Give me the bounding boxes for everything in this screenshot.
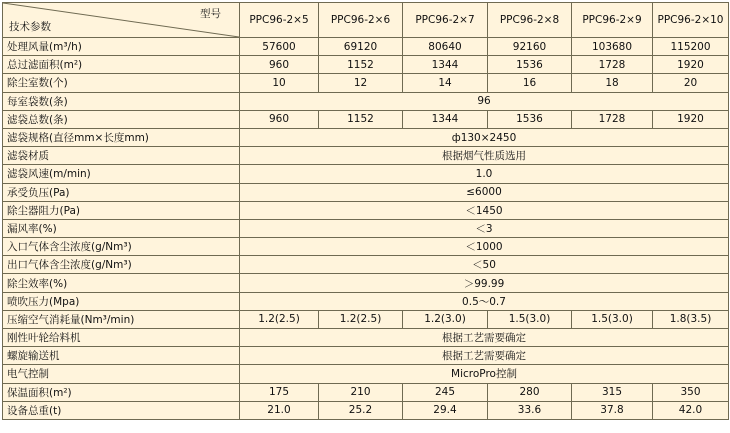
row-label: 每室袋数(条) — [3, 92, 240, 110]
table-row — [3, 365, 729, 383]
row-label: 螺旋输送机 — [3, 347, 240, 365]
merged-value-cell: MicroPro控制 — [240, 365, 729, 383]
value-cell: 16 — [488, 74, 572, 92]
merged-value-cell: ф130×2450 — [240, 128, 729, 146]
row-label: 压缩空气消耗量(Nm³/min) — [3, 310, 240, 328]
table-row — [3, 201, 729, 219]
row-label: 刚性叶轮给料机 — [3, 329, 240, 347]
table-row — [3, 383, 729, 401]
spec-table — [2, 2, 729, 420]
model-header: PPC96-2×10 — [653, 3, 729, 38]
value-cell: 37.8 — [572, 401, 653, 419]
table-row — [3, 74, 729, 92]
merged-value-cell: ＜1000 — [240, 238, 729, 256]
table-row — [3, 147, 729, 165]
merged-value-cell: ＜3 — [240, 219, 729, 237]
merged-value-cell: 根据工艺需要确定 — [240, 329, 729, 347]
value-cell: 210 — [319, 383, 403, 401]
value-cell: 57600 — [240, 38, 319, 56]
value-cell: 1.2(2.5) — [319, 310, 403, 328]
model-header: PPC96-2×6 — [319, 3, 403, 38]
row-label: 除尘室数(个) — [3, 74, 240, 92]
value-cell: 1728 — [572, 110, 653, 128]
table-row — [3, 329, 729, 347]
merged-value-cell: 根据烟气性质选用 — [240, 147, 729, 165]
value-cell: 69120 — [319, 38, 403, 56]
value-cell: 245 — [403, 383, 488, 401]
table-row — [3, 401, 729, 419]
value-cell: 1920 — [653, 56, 729, 74]
value-cell: 18 — [572, 74, 653, 92]
value-cell: 1920 — [653, 110, 729, 128]
merged-value-cell: 1.0 — [240, 165, 729, 183]
row-label: 滤袋风速(m/min) — [3, 165, 240, 183]
header-row — [3, 3, 729, 38]
merged-value-cell: 0.5～0.7 — [240, 292, 729, 310]
value-cell: 10 — [240, 74, 319, 92]
model-header-label: 型号 — [200, 8, 221, 20]
row-label: 滤袋总数(条) — [3, 110, 240, 128]
value-cell: 21.0 — [240, 401, 319, 419]
merged-value-cell: ＜1450 — [240, 201, 729, 219]
value-cell: 1344 — [403, 56, 488, 74]
row-label: 处理风量(m³/h) — [3, 38, 240, 56]
value-cell: 80640 — [403, 38, 488, 56]
row-label: 入口气体含尘浓度(g/Nm³) — [3, 238, 240, 256]
model-header: PPC96-2×9 — [572, 3, 653, 38]
value-cell: 1.2(2.5) — [240, 310, 319, 328]
table-row — [3, 274, 729, 292]
row-label: 承受负压(Pa) — [3, 183, 240, 201]
header-corner-cell — [3, 3, 240, 38]
value-cell: 960 — [240, 56, 319, 74]
table-row — [3, 92, 729, 110]
row-label: 总过滤面积(m²) — [3, 56, 240, 74]
table-row — [3, 292, 729, 310]
table-row — [3, 238, 729, 256]
value-cell: 12 — [319, 74, 403, 92]
value-cell: 960 — [240, 110, 319, 128]
row-label: 除尘效率(%) — [3, 274, 240, 292]
value-cell: 280 — [488, 383, 572, 401]
param-header-label: 技术参数 — [9, 21, 51, 33]
value-cell: 1536 — [488, 110, 572, 128]
table-row — [3, 219, 729, 237]
value-cell: 1728 — [572, 56, 653, 74]
merged-value-cell: 96 — [240, 92, 729, 110]
table-row — [3, 56, 729, 74]
value-cell: 42.0 — [653, 401, 729, 419]
row-label: 除尘器阻力(Pa) — [3, 201, 240, 219]
value-cell: 29.4 — [403, 401, 488, 419]
value-cell: 92160 — [488, 38, 572, 56]
value-cell: 1344 — [403, 110, 488, 128]
row-label: 设备总重(t) — [3, 401, 240, 419]
row-label: 电气控制 — [3, 365, 240, 383]
model-header: PPC96-2×5 — [240, 3, 319, 38]
row-label: 漏风率(%) — [3, 219, 240, 237]
value-cell: 20 — [653, 74, 729, 92]
value-cell: 1152 — [319, 56, 403, 74]
value-cell: 1.5(3.0) — [488, 310, 572, 328]
table-row — [3, 128, 729, 146]
row-label: 滤袋材质 — [3, 147, 240, 165]
value-cell: 350 — [653, 383, 729, 401]
value-cell: 25.2 — [319, 401, 403, 419]
value-cell: 315 — [572, 383, 653, 401]
table-row — [3, 256, 729, 274]
table-row — [3, 165, 729, 183]
value-cell: 103680 — [572, 38, 653, 56]
row-label: 出口气体含尘浓度(g/Nm³) — [3, 256, 240, 274]
merged-value-cell: ＜50 — [240, 256, 729, 274]
value-cell: 115200 — [653, 38, 729, 56]
merged-value-cell: 根据工艺需要确定 — [240, 347, 729, 365]
value-cell: 175 — [240, 383, 319, 401]
table-row — [3, 38, 729, 56]
row-label: 滤袋规格(直径mm×长度mm) — [3, 128, 240, 146]
model-header: PPC96-2×8 — [488, 3, 572, 38]
value-cell: 33.6 — [488, 401, 572, 419]
value-cell: 1536 — [488, 56, 572, 74]
value-cell: 1.8(3.5) — [653, 310, 729, 328]
merged-value-cell: ≤6000 — [240, 183, 729, 201]
value-cell: 1152 — [319, 110, 403, 128]
value-cell: 1.2(3.0) — [403, 310, 488, 328]
table-row — [3, 347, 729, 365]
table-row — [3, 183, 729, 201]
table-row — [3, 110, 729, 128]
merged-value-cell: ＞99.99 — [240, 274, 729, 292]
row-label: 保温面积(m²) — [3, 383, 240, 401]
value-cell: 14 — [403, 74, 488, 92]
value-cell: 1.5(3.0) — [572, 310, 653, 328]
model-header: PPC96-2×7 — [403, 3, 488, 38]
table-row — [3, 310, 729, 328]
row-label: 喷吹压力(Mpa) — [3, 292, 240, 310]
